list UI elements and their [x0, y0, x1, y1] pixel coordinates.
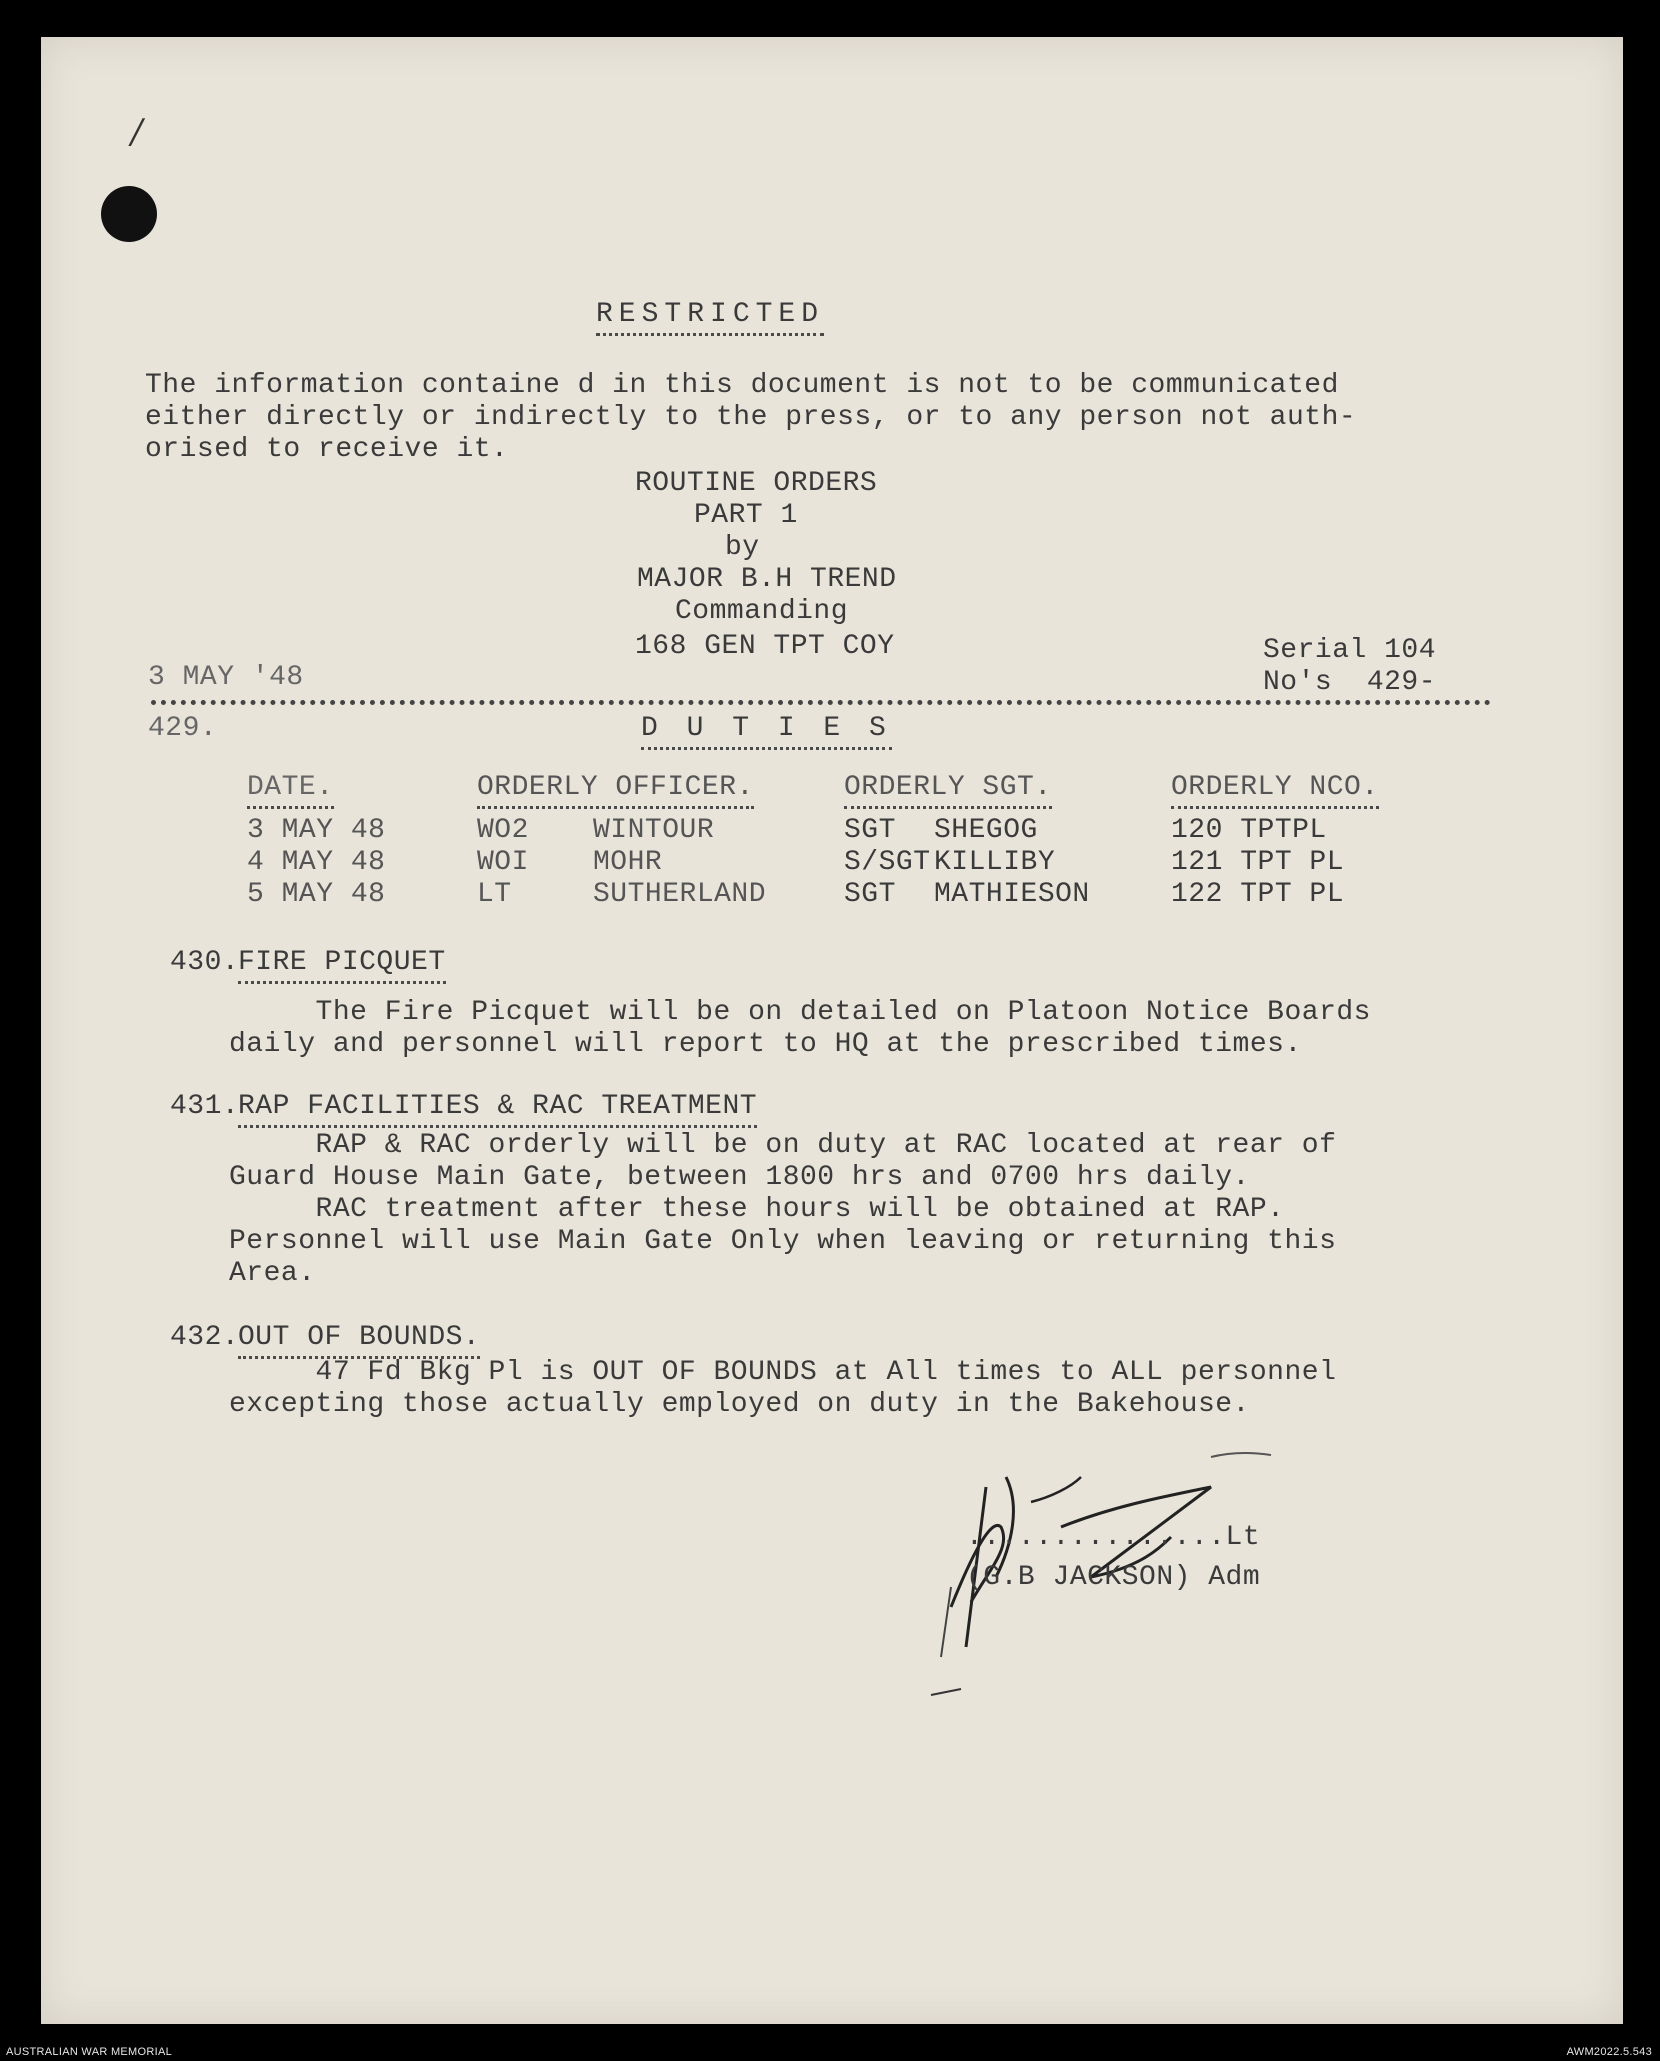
row-date: 4 MAY 48 [247, 847, 386, 878]
duties-header-nco: ORDERLY NCO. [1171, 772, 1379, 809]
item-number: 431. [170, 1091, 240, 1122]
item-line: 47 Fd Bkg Pl is OUT OF BOUNDS at All times to ALL personnel [229, 1357, 1337, 1388]
row-sgt-name: MATHIESON [934, 879, 1090, 910]
document-page [41, 37, 1623, 2024]
classification-heading: RESTRICTED [596, 299, 824, 336]
row-nco: 122 TPT PL [1171, 879, 1345, 910]
heading-commanding: Commanding [675, 596, 849, 627]
signature-line: ...............Lt [966, 1522, 1261, 1553]
item-line: RAC treatment after these hours will be obtained at RAP. [229, 1194, 1285, 1225]
heading-part: PART 1 [694, 500, 798, 531]
row-nco: 121 TPT PL [1171, 847, 1345, 878]
duties-header-officer: ORDERLY OFFICER. [477, 772, 754, 809]
row-date: 5 MAY 48 [247, 879, 386, 910]
row-officer-name: WINTOUR [593, 815, 715, 846]
heading-unit: 168 GEN TPT COY [635, 631, 895, 662]
notice-line-2: either directly or indirectly to the press, or to any person not auth- [145, 402, 1357, 433]
punch-hole [101, 186, 157, 242]
item-line: Personnel will use Main Gate Only when leaving or returning this [229, 1226, 1337, 1257]
heading-commander: MAJOR B.H TREND [637, 564, 897, 595]
row-sgt-rank: S/SGT [844, 847, 931, 878]
duties-header-sgt: ORDERLY SGT. [844, 772, 1052, 809]
dotted-divider [151, 700, 1491, 705]
row-officer-rank: LT [477, 879, 512, 910]
item-line: daily and personnel will report to HQ at the prescribed times. [229, 1029, 1302, 1060]
notice-line-3: orised to receive it. [145, 434, 509, 465]
heading-by: by [725, 532, 760, 563]
item-line: Guard House Main Gate, between 1800 hrs and 0700 hrs daily. [229, 1162, 1250, 1193]
item-line: excepting those actually employed on duty in the Bakehouse. [229, 1389, 1250, 1420]
item-title: RAP FACILITIES & RAC TREATMENT [238, 1091, 757, 1128]
duties-title: D U T I E S [641, 713, 892, 750]
row-sgt-rank: SGT [844, 879, 896, 910]
row-officer-rank: WO2 [477, 815, 529, 846]
row-officer-name: SUTHERLAND [593, 879, 767, 910]
item-number: 430. [170, 947, 240, 978]
item-line: The Fire Picquet will be on detailed on Platoon Notice Boards [229, 997, 1371, 1028]
item-title: FIRE PICQUET [238, 947, 446, 984]
item-line: RAP & RAC orderly will be on duty at RAC located at rear of [229, 1130, 1337, 1161]
heading-routine-orders: ROUTINE ORDERS [635, 468, 878, 499]
row-officer-name: MOHR [593, 847, 663, 878]
row-nco: 120 TPTPL [1171, 815, 1327, 846]
row-sgt-name: KILLIBY [934, 847, 1056, 878]
item-title: OUT OF BOUNDS. [238, 1322, 480, 1359]
duties-number: 429. [148, 713, 218, 744]
notice-line-1: The information containe d in this document is not to be communicated [145, 370, 1339, 401]
item-number: 432. [170, 1322, 240, 1353]
signatory-name: (G.B JACKSON) Adm [966, 1562, 1261, 1593]
row-sgt-name: SHEGOG [934, 815, 1038, 846]
duties-header-date: DATE. [247, 772, 334, 809]
order-date: 3 MAY '48 [148, 662, 304, 693]
row-sgt-rank: SGT [844, 815, 896, 846]
serial-number: Serial 104 [1263, 635, 1437, 666]
item-line: Area. [229, 1258, 316, 1289]
page-mark: / [131, 112, 143, 152]
footer-source: AUSTRALIAN WAR MEMORIAL [6, 2046, 173, 2058]
footer-reference: AWM2022.5.543 [1566, 2046, 1652, 2058]
row-officer-rank: WOI [477, 847, 529, 878]
order-numbers: No's 429- [1263, 667, 1437, 698]
row-date: 3 MAY 48 [247, 815, 386, 846]
